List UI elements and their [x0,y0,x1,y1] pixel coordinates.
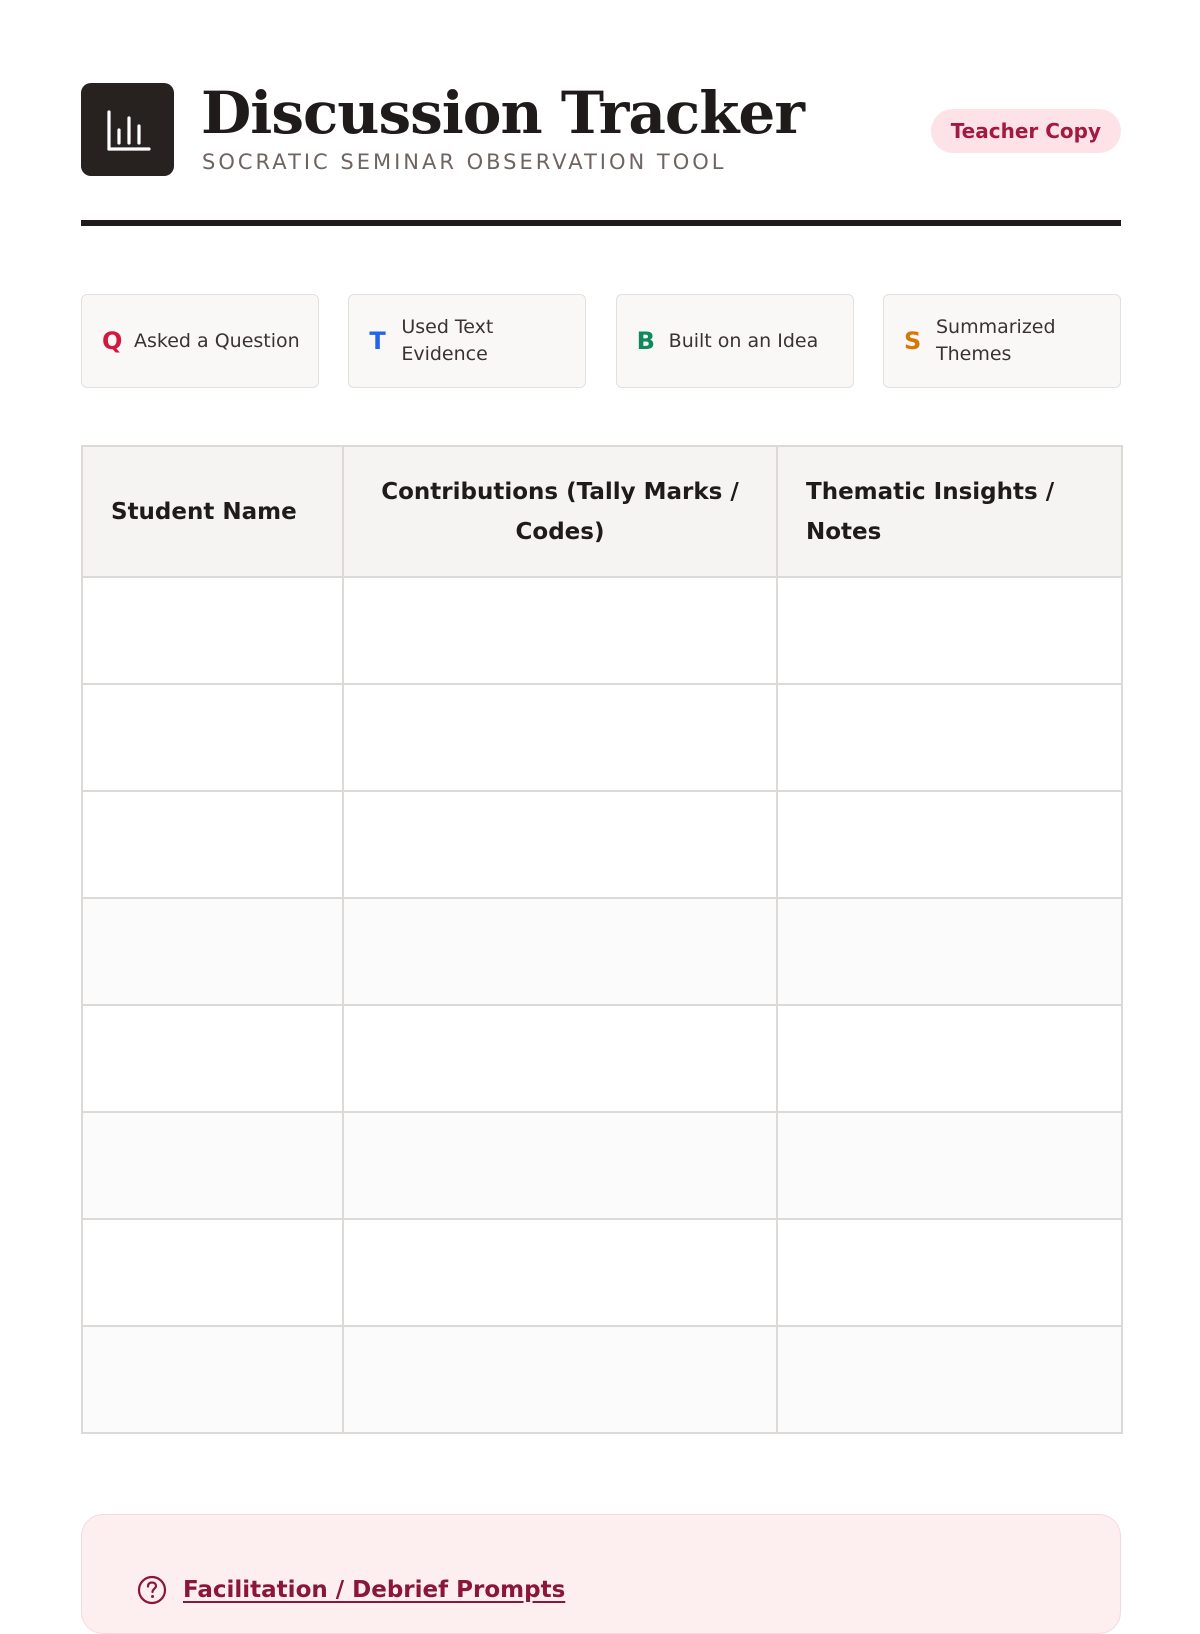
page-title: Discussion Tracker [201,79,804,147]
legend-code: B [636,327,655,355]
notes-cell[interactable] [777,1112,1122,1219]
table-header-row [82,446,1122,577]
student-name-cell[interactable] [82,1005,343,1112]
column-header-thematic-insights: Thematic Insights / Notes [777,446,1122,577]
contributions-cell[interactable] [343,1219,777,1326]
student-name-cell[interactable] [82,1112,343,1219]
contributions-cell[interactable] [343,1005,777,1112]
contributions-cell[interactable] [343,898,777,1005]
student-name-cell[interactable] [82,1219,343,1326]
legend-label: Asked a Question [134,329,300,352]
student-name-cell[interactable] [82,1326,343,1433]
table-row [82,791,1122,898]
legend-code: S [903,327,922,355]
legend-label: Used Text Evidence [401,316,494,365]
contributions-cell[interactable] [343,1326,777,1433]
student-name-cell[interactable] [82,791,343,898]
column-header-contributions: Contributions (Tally Marks / Codes) [343,446,777,577]
prompts-heading [137,1575,565,1605]
table-row [82,1219,1122,1326]
legend-label: Summarized Themes [935,316,1056,365]
notes-cell[interactable] [777,684,1122,791]
legend-item-built-on-idea [616,294,854,388]
table-row [82,898,1122,1005]
code-legend [81,294,1121,390]
notes-cell[interactable] [777,1326,1122,1433]
student-name-cell[interactable] [82,577,343,684]
table-row [82,1005,1122,1112]
teacher-copy-badge: Teacher Copy [931,109,1121,153]
contributions-cell[interactable] [343,791,777,898]
contributions-cell[interactable] [343,684,777,791]
table-row [82,1326,1122,1433]
column-header-student-name: Student Name [82,446,343,577]
header-divider [81,220,1121,226]
notes-cell[interactable] [777,577,1122,684]
bar-chart-icon [81,83,174,176]
legend-item-summarized-themes [883,294,1121,388]
legend-label: Built on an Idea [668,329,819,352]
tracker-table [81,445,1123,1434]
notes-cell[interactable] [777,791,1122,898]
header [81,79,1121,178]
table-row [82,684,1122,791]
prompts-title[interactable]: Facilitation / Debrief Prompts [183,1577,566,1603]
contributions-cell[interactable] [343,577,777,684]
help-circle-icon [137,1575,167,1605]
legend-item-text-evidence [348,294,586,388]
notes-cell[interactable] [777,898,1122,1005]
page-subtitle: SOCRATIC SEMINAR OBSERVATION TOOL [202,150,727,174]
contributions-cell[interactable] [343,1112,777,1219]
facilitation-prompts-panel [81,1514,1121,1634]
legend-code: Q [102,327,123,355]
student-name-cell[interactable] [82,898,343,1005]
table-row [82,577,1122,684]
legend-item-question [81,294,319,388]
notes-cell[interactable] [777,1219,1122,1326]
table-row [82,1112,1122,1219]
legend-code: T [369,327,386,355]
student-name-cell[interactable] [82,684,343,791]
notes-cell[interactable] [777,1005,1122,1112]
